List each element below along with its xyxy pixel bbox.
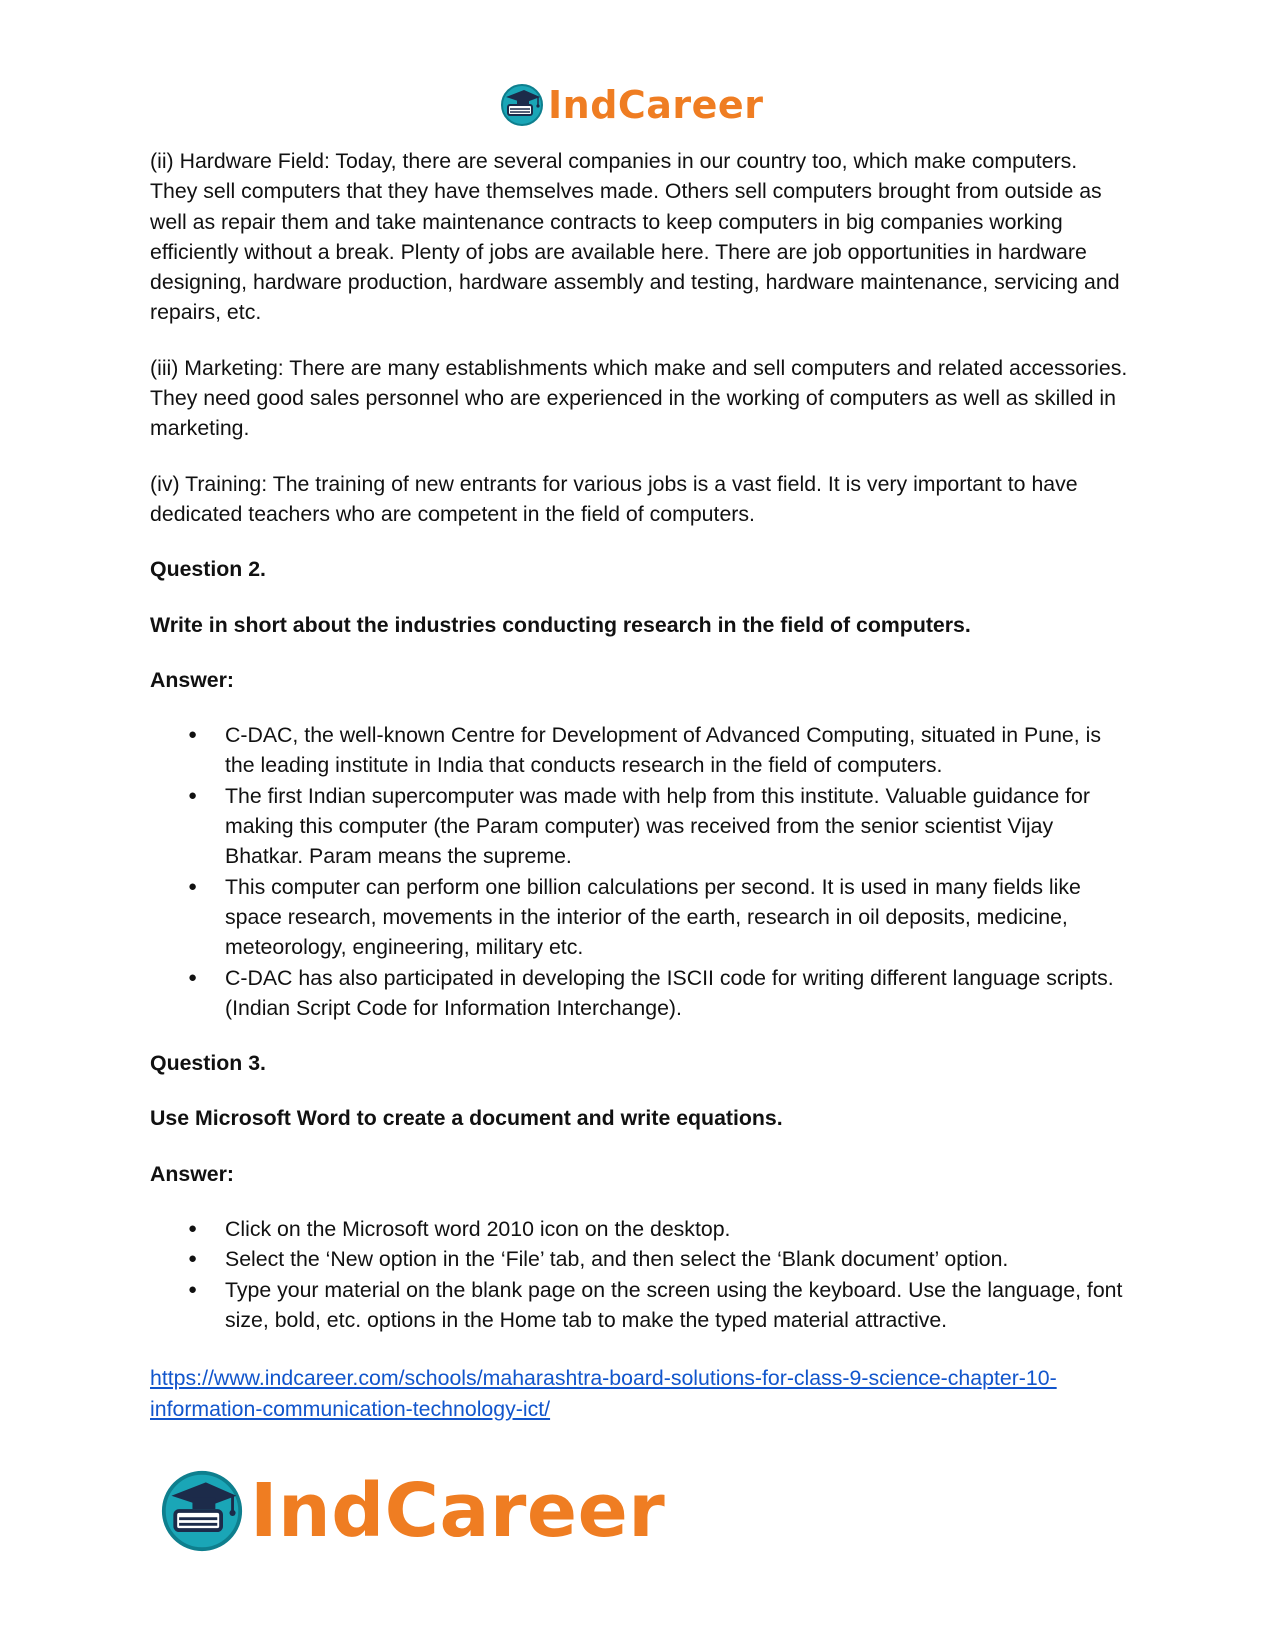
list-item: ● Click on the Microsoft word 2010 icon on the desktop. [150, 1214, 1130, 1244]
list-item: ● C-DAC, the well-known Centre for Development of Advanced Computing, situated in Pune, is the leading institute in India that conducts research in the field of computers. [150, 720, 1130, 781]
footer-logo [160, 1468, 665, 1554]
question-3-label: Question 3. [150, 1051, 266, 1076]
question-2-label: Question 2. [150, 557, 266, 582]
list-item: ● Select the ‘New option in the ‘File’ tab, and then select the ‘Blank document’ option. [150, 1244, 1130, 1274]
question-2-answer-list [150, 720, 1130, 1023]
graduation-cap-book-icon [500, 83, 544, 127]
question-3-answer-list [150, 1214, 1130, 1335]
paragraph-marketing: (iii) Marketing: There are many establishments which make and sell computers and related accessories. They need good sales personnel who are experienced in the working of computers as well as skilled in marketing. [150, 355, 1128, 441]
question-2-text: Write in short about the industries conducting research in the field of computers. [150, 612, 971, 637]
question-2-answer-label: Answer: [150, 667, 235, 692]
list-item: ● Type your material on the blank page on the screen using the keyboard. Use the language, font size, bold, etc. options in the Home tab to make the typed material attractive. [150, 1275, 1130, 1336]
question-3-text: Use Microsoft Word to create a document and write equations. [150, 1106, 783, 1131]
question-3-answer-label: Answer: [150, 1161, 235, 1186]
paragraph-training: (iv) Training: The training of new entrants for various jobs is a vast field. It is very important to have dedicated teachers who are competent in the field of computers. [150, 471, 1078, 526]
paragraph-hardware-field: (ii) Hardware Field: Today, there are several companies in our country too, which make computers. They sell computers that they have themselves made. Others sell computers brought from outside as well as repair them and take maintenance contracts to keep computers in big companies working efficiently without a break. Plenty of jobs are available here. There are job opportunities in hardware designing, hardware production, hardware assembly and testing, hardware maintenance, servicing and repairs, etc. [150, 149, 1120, 325]
header-logo-text: IndCareer [548, 83, 764, 127]
graduation-cap-book-icon [160, 1469, 244, 1553]
list-item: ● The first Indian supercomputer was made with help from this institute. Valuable guidance for making this computer (the Param computer) was received from the senior scientist Vijay Bhatkar. Param means the supreme. [150, 781, 1130, 872]
document-body [150, 146, 1130, 1424]
list-item: ● This computer can perform one billion calculations per second. It is used in many fields like space research, movements in the interior of the earth, research in oil deposits, medicine, meteorology, engineering, military etc. [150, 872, 1130, 963]
footer-logo-text: IndCareer [250, 1468, 666, 1554]
source-url-link[interactable]: https://www.indcareer.com/schools/maharashtra-board-solutions-for-class-9-science-chapter-10-information-communication-technology-ict/ [150, 1366, 1057, 1421]
list-item: ● C-DAC has also participated in developing the ISCII code for writing different language scripts. (Indian Script Code for Information Interchange). [150, 963, 1130, 1024]
header-logo [500, 80, 763, 130]
